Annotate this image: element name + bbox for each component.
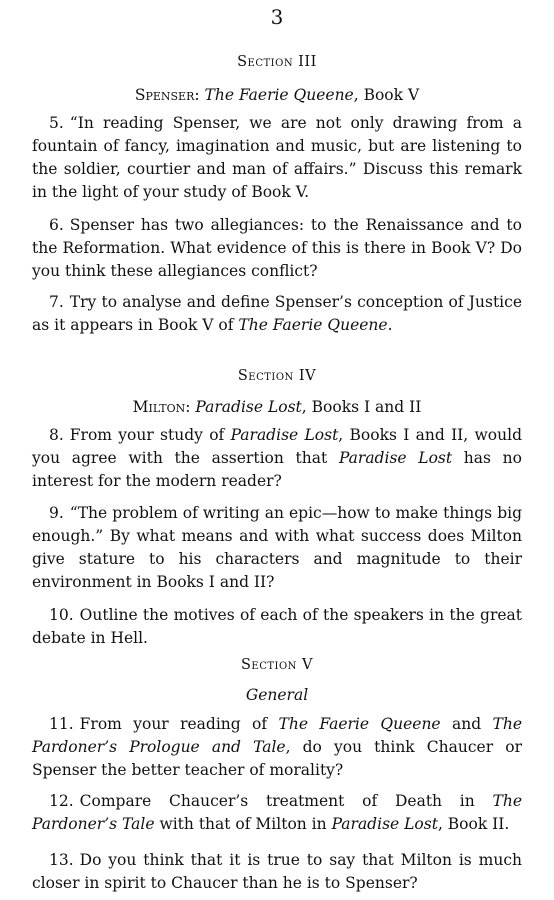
question-5: [32, 112, 522, 204]
question-number: 11.: [49, 715, 74, 733]
question-text: has no interest for the modern reader?: [32, 449, 522, 490]
question-9: [32, 502, 522, 594]
work-title: Paradise Lost: [338, 449, 453, 467]
work-title: The Pardoner’s Prologue and Tale: [32, 715, 523, 756]
question-number: 9.: [49, 504, 64, 522]
question-7: [32, 291, 522, 337]
question-text: , Book II.: [437, 815, 510, 833]
question-8: [32, 424, 522, 493]
question-text: Try to analyse and define Spenser’s conception of Justice as it appears in Book V of: [32, 293, 522, 334]
question-number: 6.: [49, 216, 64, 234]
work-title: Paradise Lost: [230, 426, 339, 444]
question-number: 5.: [49, 114, 64, 132]
section-5-heading: Section V: [240, 657, 314, 673]
question-number: 12.: [49, 792, 74, 810]
question-6: [32, 214, 522, 283]
section-5-work: General: [245, 686, 309, 704]
question-text: and: [440, 715, 493, 733]
question-12: [32, 790, 522, 836]
section-4-suffix: , Books I and II: [301, 398, 422, 416]
question-text: with that of Milton in: [154, 815, 332, 833]
section-4-subheading: [0, 397, 554, 417]
work-title: The Faerie Queene: [278, 715, 441, 733]
section-3-heading: Section III: [237, 54, 317, 70]
question-number: 7.: [49, 293, 64, 311]
question-text: “In reading Spenser, we are not only drawing from a fountain of fancy, imagination and music, but are listening to the soldier, courtier and man of affairs.” Discuss this remark in the light of your study of Book V.: [32, 114, 522, 201]
work-title: The Pardoner’s Tale: [32, 792, 522, 833]
question-text: Do you think that it is true to say that Milton is much closer in spirit to Chaucer than he is to Spenser?: [32, 851, 522, 892]
question-text: “The problem of writing an epic—how to make things big enough.” By what means and with what success does Milton give stature to his characters and magnitude to their environment in Books I and II?: [32, 504, 522, 591]
question-10: [32, 604, 522, 650]
work-title: The Faerie Queene: [238, 316, 388, 334]
section-3-work: The Faerie Queene: [204, 86, 354, 104]
question-text: From your study of: [69, 426, 231, 444]
question-text: From your reading of: [79, 715, 279, 733]
page-number: 3: [270, 5, 284, 29]
question-text: Outline the motives of each of the speakers in the great debate in Hell.: [32, 606, 522, 647]
section-4-heading: Section IV: [237, 368, 317, 384]
section-4-work: Paradise Lost: [195, 398, 302, 416]
question-13: [32, 849, 522, 895]
question-11: [32, 713, 522, 782]
section-3-subheading: [0, 85, 554, 105]
question-text: , Books I and II, would you agree with the assertion that: [32, 426, 522, 467]
question-number: 8.: [49, 426, 64, 444]
question-text: , do you think Chaucer or Spenser the better teacher of morality?: [32, 738, 522, 779]
question-number: 10.: [49, 606, 74, 624]
section-3-suffix: , Book V: [353, 86, 420, 104]
section-4-author: Milton:: [132, 398, 191, 416]
section-5-subheading: [0, 685, 554, 705]
question-text: Compare Chaucer’s treatment of Death in: [79, 792, 493, 810]
question-number: 13.: [49, 851, 74, 869]
work-title: Paradise Lost: [331, 815, 438, 833]
section-3-author: Spenser:: [134, 86, 200, 104]
question-text: .: [387, 316, 393, 334]
question-text: Spenser has two allegiances: to the Renaissance and to the Reformation. What evidence of this is there in Book V? Do you think these allegiances conflict?: [32, 216, 522, 280]
